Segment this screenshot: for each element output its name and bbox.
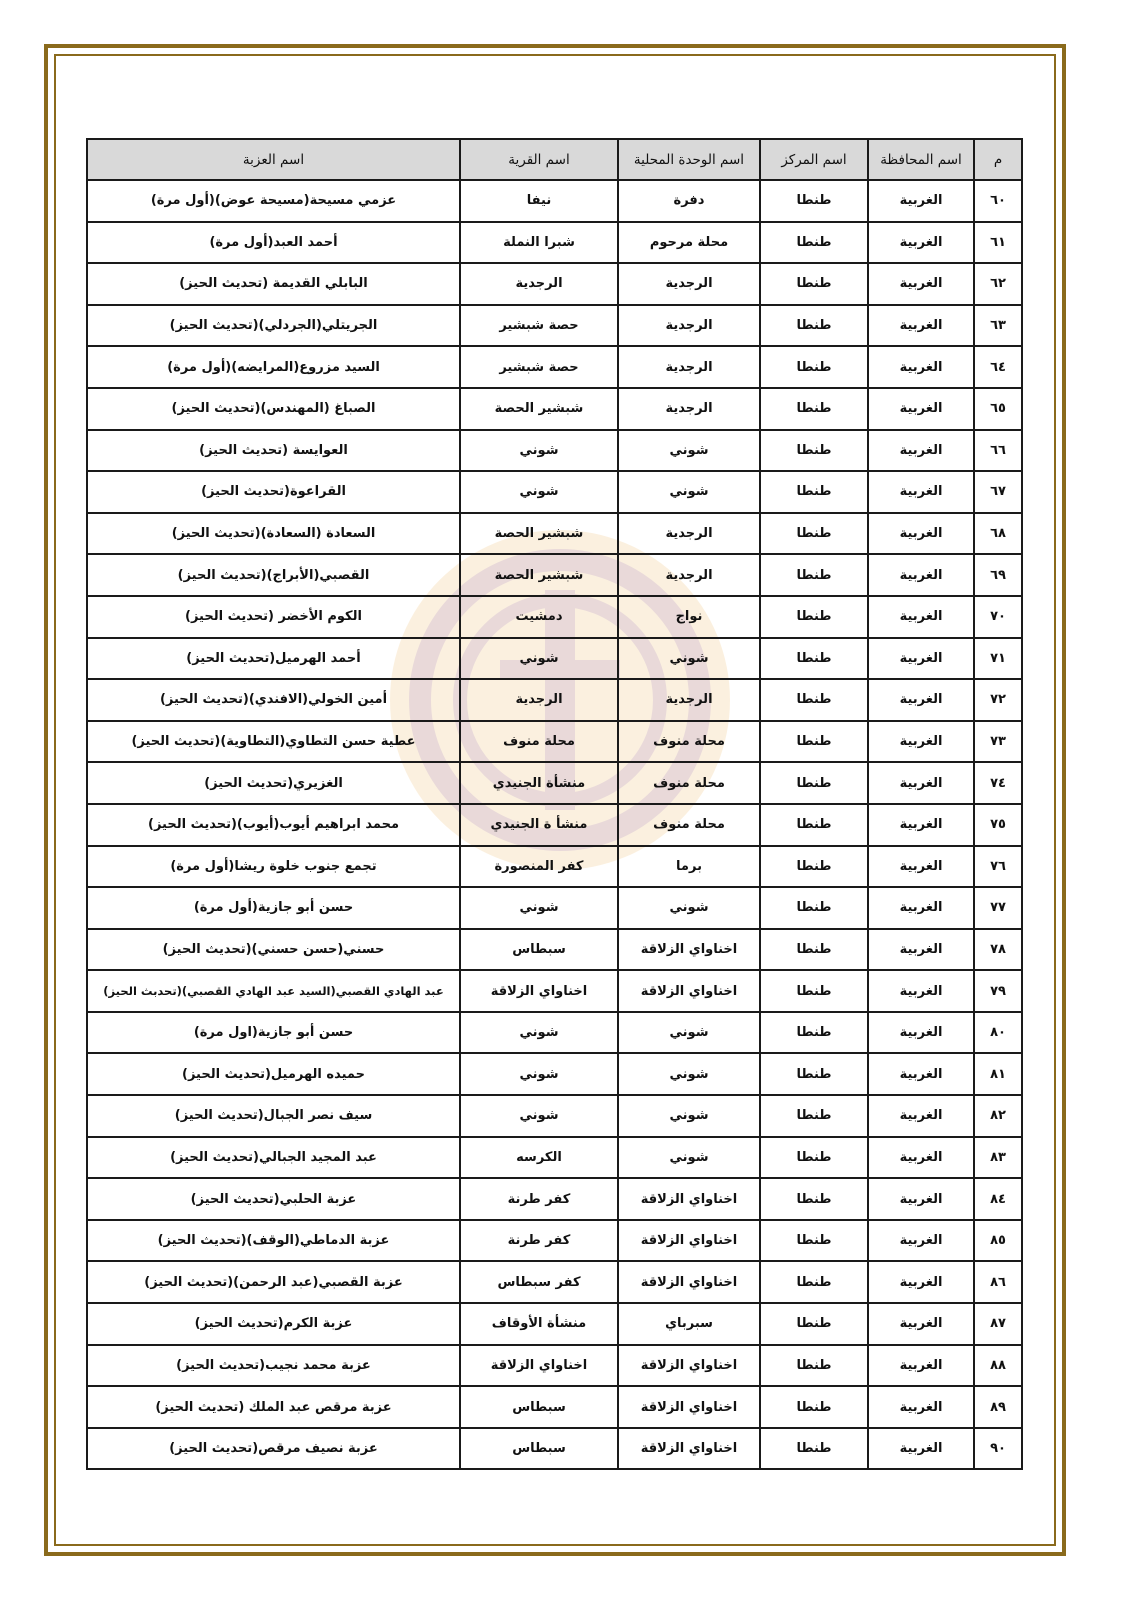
cell-village: منشأة الجنيدي (460, 762, 618, 804)
table-row (87, 222, 1022, 264)
cell-izba: أحمد العبد(أول مرة) (87, 222, 460, 264)
cell-num: ٦٠ (974, 180, 1022, 222)
cell-center: طنطا (760, 1261, 868, 1303)
cell-center: طنطا (760, 679, 868, 721)
cell-local-unit: اخناواي الزلاقة (618, 1345, 760, 1387)
table-row (87, 1386, 1022, 1428)
table-row (87, 762, 1022, 804)
cell-village: الرجدية (460, 679, 618, 721)
cell-governorate: الغربية (868, 346, 974, 388)
table-row (87, 1428, 1022, 1470)
cell-village: شبرا النملة (460, 222, 618, 264)
table-row (87, 804, 1022, 846)
cell-izba: الصباغ (المهندس)(تحديث الحيز) (87, 388, 460, 430)
table-row (87, 846, 1022, 888)
table-row (87, 346, 1022, 388)
table-row (87, 513, 1022, 555)
cell-governorate: الغربية (868, 263, 974, 305)
cell-governorate: الغربية (868, 638, 974, 680)
cell-local-unit: محلة منوف (618, 762, 760, 804)
cell-local-unit: اخناواي الزلاقة (618, 1386, 760, 1428)
cell-governorate: الغربية (868, 388, 974, 430)
cell-village: شوني (460, 1012, 618, 1054)
cell-governorate: الغربية (868, 762, 974, 804)
cell-village: سبطاس (460, 1386, 618, 1428)
cell-governorate: الغربية (868, 679, 974, 721)
cell-local-unit: اخناواي الزلاقة (618, 1220, 760, 1262)
cell-governorate: الغربية (868, 1012, 974, 1054)
cell-num: ٧٧ (974, 887, 1022, 929)
cell-izba: أحمد الهرميل(تحديث الحيز) (87, 638, 460, 680)
cell-local-unit: شوني (618, 1095, 760, 1137)
cell-governorate: الغربية (868, 970, 974, 1012)
cell-governorate: الغربية (868, 1261, 974, 1303)
cell-local-unit: اخناواي الزلاقة (618, 970, 760, 1012)
table-row (87, 970, 1022, 1012)
cell-num: ٦٦ (974, 430, 1022, 472)
cell-num: ٧٣ (974, 721, 1022, 763)
cell-local-unit: اخناواي الزلاقة (618, 1178, 760, 1220)
cell-izba: حسن أبو جازية(اول مرة) (87, 1012, 460, 1054)
cell-local-unit: شوني (618, 430, 760, 472)
cell-center: طنطا (760, 970, 868, 1012)
cell-center: طنطا (760, 263, 868, 305)
cell-governorate: الغربية (868, 513, 974, 555)
cell-local-unit: الرجدية (618, 513, 760, 555)
cell-izba: عزبة محمد نجيب(تحديث الحيز) (87, 1345, 460, 1387)
cell-center: طنطا (760, 762, 868, 804)
cell-num: ٨٦ (974, 1261, 1022, 1303)
cell-governorate: الغربية (868, 1345, 974, 1387)
cell-village: شبشير الحصة (460, 513, 618, 555)
cell-center: طنطا (760, 1137, 868, 1179)
cell-local-unit: الرجدية (618, 679, 760, 721)
cell-local-unit: اخناواي الزلاقة (618, 1261, 760, 1303)
cell-governorate: الغربية (868, 1053, 974, 1095)
cell-village: منشأة الأوقاف (460, 1303, 618, 1345)
cell-center: طنطا (760, 554, 868, 596)
cell-num: ٦٧ (974, 471, 1022, 513)
table-row (87, 263, 1022, 305)
cell-izba: البابلي القديمة (تحديث الحيز) (87, 263, 460, 305)
cell-governorate: الغربية (868, 471, 974, 513)
cell-local-unit: شوني (618, 1137, 760, 1179)
cell-center: طنطا (760, 1220, 868, 1262)
cell-governorate: الغربية (868, 430, 974, 472)
cell-num: ٩٠ (974, 1428, 1022, 1470)
cell-center: طنطا (760, 1053, 868, 1095)
cell-village: حصة شبشير (460, 305, 618, 347)
cell-local-unit: الرجدية (618, 388, 760, 430)
table-row (87, 1095, 1022, 1137)
cell-governorate: الغربية (868, 596, 974, 638)
cell-izba: محمد ابراهيم أيوب(أيوب)(تحديث الحيز) (87, 804, 460, 846)
cell-center: طنطا (760, 804, 868, 846)
cell-num: ٧٤ (974, 762, 1022, 804)
table-row (87, 596, 1022, 638)
cell-izba: عبد الهادي القصبي(السيد عبد الهادي القصبي)(تحدبث الحيز) (87, 970, 460, 1012)
cell-village: شوني (460, 1095, 618, 1137)
cell-village: شبشير الحصة (460, 554, 618, 596)
cell-governorate: الغربية (868, 804, 974, 846)
cell-center: طنطا (760, 471, 868, 513)
cell-village: الرجدية (460, 263, 618, 305)
cell-num: ٧٦ (974, 846, 1022, 888)
cell-local-unit: شوني (618, 1012, 760, 1054)
cell-center: طنطا (760, 513, 868, 555)
cell-village: الكرسه (460, 1137, 618, 1179)
table-row (87, 1345, 1022, 1387)
table-row (87, 180, 1022, 222)
table-row (87, 305, 1022, 347)
cell-governorate: الغربية (868, 1428, 974, 1470)
cell-center: طنطا (760, 430, 868, 472)
header-izba: اسم العزبة (87, 139, 460, 180)
cell-governorate: الغربية (868, 1220, 974, 1262)
table-row (87, 1012, 1022, 1054)
cell-local-unit: محلة منوف (618, 721, 760, 763)
table-row (87, 430, 1022, 472)
cell-governorate: الغربية (868, 846, 974, 888)
cell-village: اخناواي الزلاقة (460, 1345, 618, 1387)
cell-local-unit: دفرة (618, 180, 760, 222)
cell-num: ٧٨ (974, 929, 1022, 971)
cell-num: ٦٩ (974, 554, 1022, 596)
cell-center: طنطا (760, 1345, 868, 1387)
cell-center: طنطا (760, 1386, 868, 1428)
cell-izba: سيف نصر الجبال(تحديث الحيز) (87, 1095, 460, 1137)
cell-village: كفر طرنة (460, 1178, 618, 1220)
cell-center: طنطا (760, 346, 868, 388)
cell-governorate: الغربية (868, 305, 974, 347)
header-village: اسم القرية (460, 139, 618, 180)
cell-village: شوني (460, 638, 618, 680)
cell-num: ٨٣ (974, 1137, 1022, 1179)
cell-center: طنطا (760, 1012, 868, 1054)
cell-center: طنطا (760, 222, 868, 264)
cell-local-unit: سبرباي (618, 1303, 760, 1345)
cell-center: طنطا (760, 1428, 868, 1470)
cell-center: طنطا (760, 929, 868, 971)
table-row (87, 1137, 1022, 1179)
cell-num: ٨٠ (974, 1012, 1022, 1054)
cell-izba: العوايسة (تحديث الحيز) (87, 430, 460, 472)
cell-center: طنطا (760, 305, 868, 347)
cell-governorate: الغربية (868, 721, 974, 763)
cell-izba: عطية حسن التطاوي(التطاوية)(تحديث الحيز) (87, 721, 460, 763)
cell-center: طنطا (760, 388, 868, 430)
header-num: م (974, 139, 1022, 180)
cell-num: ٧١ (974, 638, 1022, 680)
table-header-row (87, 139, 1022, 180)
cell-izba: عزبة الكرم(تحديث الحيز) (87, 1303, 460, 1345)
cell-izba: أمين الخولي(الافندي)(تحديث الحيز) (87, 679, 460, 721)
cell-local-unit: محلة منوف (618, 804, 760, 846)
cell-local-unit: برما (618, 846, 760, 888)
cell-izba: عزمي مسيحة(مسيحة عوض)(أول مرة) (87, 180, 460, 222)
cell-center: طنطا (760, 721, 868, 763)
cell-village: محلة منوف (460, 721, 618, 763)
cell-local-unit: الرجدية (618, 554, 760, 596)
cell-num: ٧٥ (974, 804, 1022, 846)
cell-governorate: الغربية (868, 1303, 974, 1345)
cell-local-unit: شوني (618, 887, 760, 929)
cell-center: طنطا (760, 1095, 868, 1137)
cell-local-unit: اخناواي الزلاقة (618, 929, 760, 971)
header-center: اسم المركز (760, 139, 868, 180)
cell-village: كفر المنصورة (460, 846, 618, 888)
table-row (87, 721, 1022, 763)
cell-num: ٨٩ (974, 1386, 1022, 1428)
cell-governorate: الغربية (868, 929, 974, 971)
cell-village: كفر سبطاس (460, 1261, 618, 1303)
cell-num: ٧٢ (974, 679, 1022, 721)
cell-izba: حسني(حسن حسني)(تحديث الحيز) (87, 929, 460, 971)
cell-num: ٨٧ (974, 1303, 1022, 1345)
cell-governorate: الغربية (868, 1137, 974, 1179)
cell-local-unit: محلة مرحوم (618, 222, 760, 264)
cell-center: طنطا (760, 596, 868, 638)
cell-governorate: الغربية (868, 180, 974, 222)
cell-center: طنطا (760, 638, 868, 680)
cell-local-unit: نواج (618, 596, 760, 638)
cell-izba: عزبة الحلبي(تحديث الحيز) (87, 1178, 460, 1220)
header-local-unit: اسم الوحدة المحلية (618, 139, 760, 180)
cell-num: ٦٨ (974, 513, 1022, 555)
header-governorate: اسم المحافظة (868, 139, 974, 180)
cell-num: ٨٨ (974, 1345, 1022, 1387)
cell-local-unit: الرجدية (618, 305, 760, 347)
cell-governorate: الغربية (868, 1178, 974, 1220)
cell-izba: السيد مزروع(المرايضه)(أول مرة) (87, 346, 460, 388)
cell-village: دمشيت (460, 596, 618, 638)
table-row (87, 554, 1022, 596)
cell-izba: القراعوة(تحديث الحيز) (87, 471, 460, 513)
table-row (87, 471, 1022, 513)
cell-center: طنطا (760, 846, 868, 888)
cell-num: ٨١ (974, 1053, 1022, 1095)
cell-governorate: الغربية (868, 222, 974, 264)
cell-village: سبطاس (460, 929, 618, 971)
table-row (87, 638, 1022, 680)
cell-izba: السعادة (السعادة)(تحديث الحيز) (87, 513, 460, 555)
cell-center: طنطا (760, 887, 868, 929)
table-row (87, 887, 1022, 929)
table-row (87, 1303, 1022, 1345)
cell-village: شبشير الحصة (460, 388, 618, 430)
table-row (87, 1053, 1022, 1095)
cell-num: ٧٠ (974, 596, 1022, 638)
cell-village: شوني (460, 887, 618, 929)
cell-izba: الغزيري(تحديث الحيز) (87, 762, 460, 804)
cell-num: ٦٢ (974, 263, 1022, 305)
cell-izba: تجمع جنوب خلوة ريشا(أول مرة) (87, 846, 460, 888)
cell-num: ٨٢ (974, 1095, 1022, 1137)
cell-village: اخناواي الزلاقة (460, 970, 618, 1012)
cell-num: ٦١ (974, 222, 1022, 264)
cell-izba: حميده الهرميل(تحديث الحيز) (87, 1053, 460, 1095)
cell-village: شوني (460, 1053, 618, 1095)
cell-num: ٨٥ (974, 1220, 1022, 1262)
cell-izba: عزبة مرقص عبد الملك (تحديث الحيز) (87, 1386, 460, 1428)
cell-num: ٦٣ (974, 305, 1022, 347)
cell-num: ٦٥ (974, 388, 1022, 430)
table-row (87, 929, 1022, 971)
table-row (87, 1178, 1022, 1220)
cell-governorate: الغربية (868, 1386, 974, 1428)
cell-num: ٧٩ (974, 970, 1022, 1012)
cell-izba: الكوم الأخضر (تحديث الحيز) (87, 596, 460, 638)
cell-num: ٨٤ (974, 1178, 1022, 1220)
cell-izba: عبد المجيد الجبالي(تحديث الحيز) (87, 1137, 460, 1179)
cell-num: ٦٤ (974, 346, 1022, 388)
cell-center: طنطا (760, 180, 868, 222)
cell-village: سبطاس (460, 1428, 618, 1470)
cell-governorate: الغربية (868, 554, 974, 596)
cell-village: حصة شبشير (460, 346, 618, 388)
cell-izba: الجريتلي(الجردلي)(تحديث الحيز) (87, 305, 460, 347)
cell-local-unit: شوني (618, 471, 760, 513)
cell-izba: القصبي(الأبراج)(تحديث الحيز) (87, 554, 460, 596)
cell-local-unit: شوني (618, 1053, 760, 1095)
cell-local-unit: الرجدية (618, 346, 760, 388)
cell-local-unit: الرجدية (618, 263, 760, 305)
cell-center: طنطا (760, 1303, 868, 1345)
cell-izba: حسن أبو جازية(أول مرة) (87, 887, 460, 929)
table-row (87, 1261, 1022, 1303)
cell-village: شوني (460, 430, 618, 472)
cell-governorate: الغربية (868, 1095, 974, 1137)
cell-center: طنطا (760, 1178, 868, 1220)
cell-izba: عزبة القصبي(عبد الرحمن)(تحديث الحيز) (87, 1261, 460, 1303)
table-row (87, 1220, 1022, 1262)
cell-local-unit: شوني (618, 638, 760, 680)
cell-izba: عزبة نصيف مرقص(تحديث الحيز) (87, 1428, 460, 1470)
table-row (87, 388, 1022, 430)
cell-village: كفر طرنة (460, 1220, 618, 1262)
cell-village: شوني (460, 471, 618, 513)
cell-local-unit: اخناواي الزلاقة (618, 1428, 760, 1470)
table-body (87, 180, 1022, 1469)
cell-izba: عزبة الدماطي(الوقف)(تحديث الحيز) (87, 1220, 460, 1262)
cell-village: نيفا (460, 180, 618, 222)
cell-village: منشأ ة الجنيدي (460, 804, 618, 846)
cell-governorate: الغربية (868, 887, 974, 929)
table-row (87, 679, 1022, 721)
izba-table (86, 138, 1023, 1470)
